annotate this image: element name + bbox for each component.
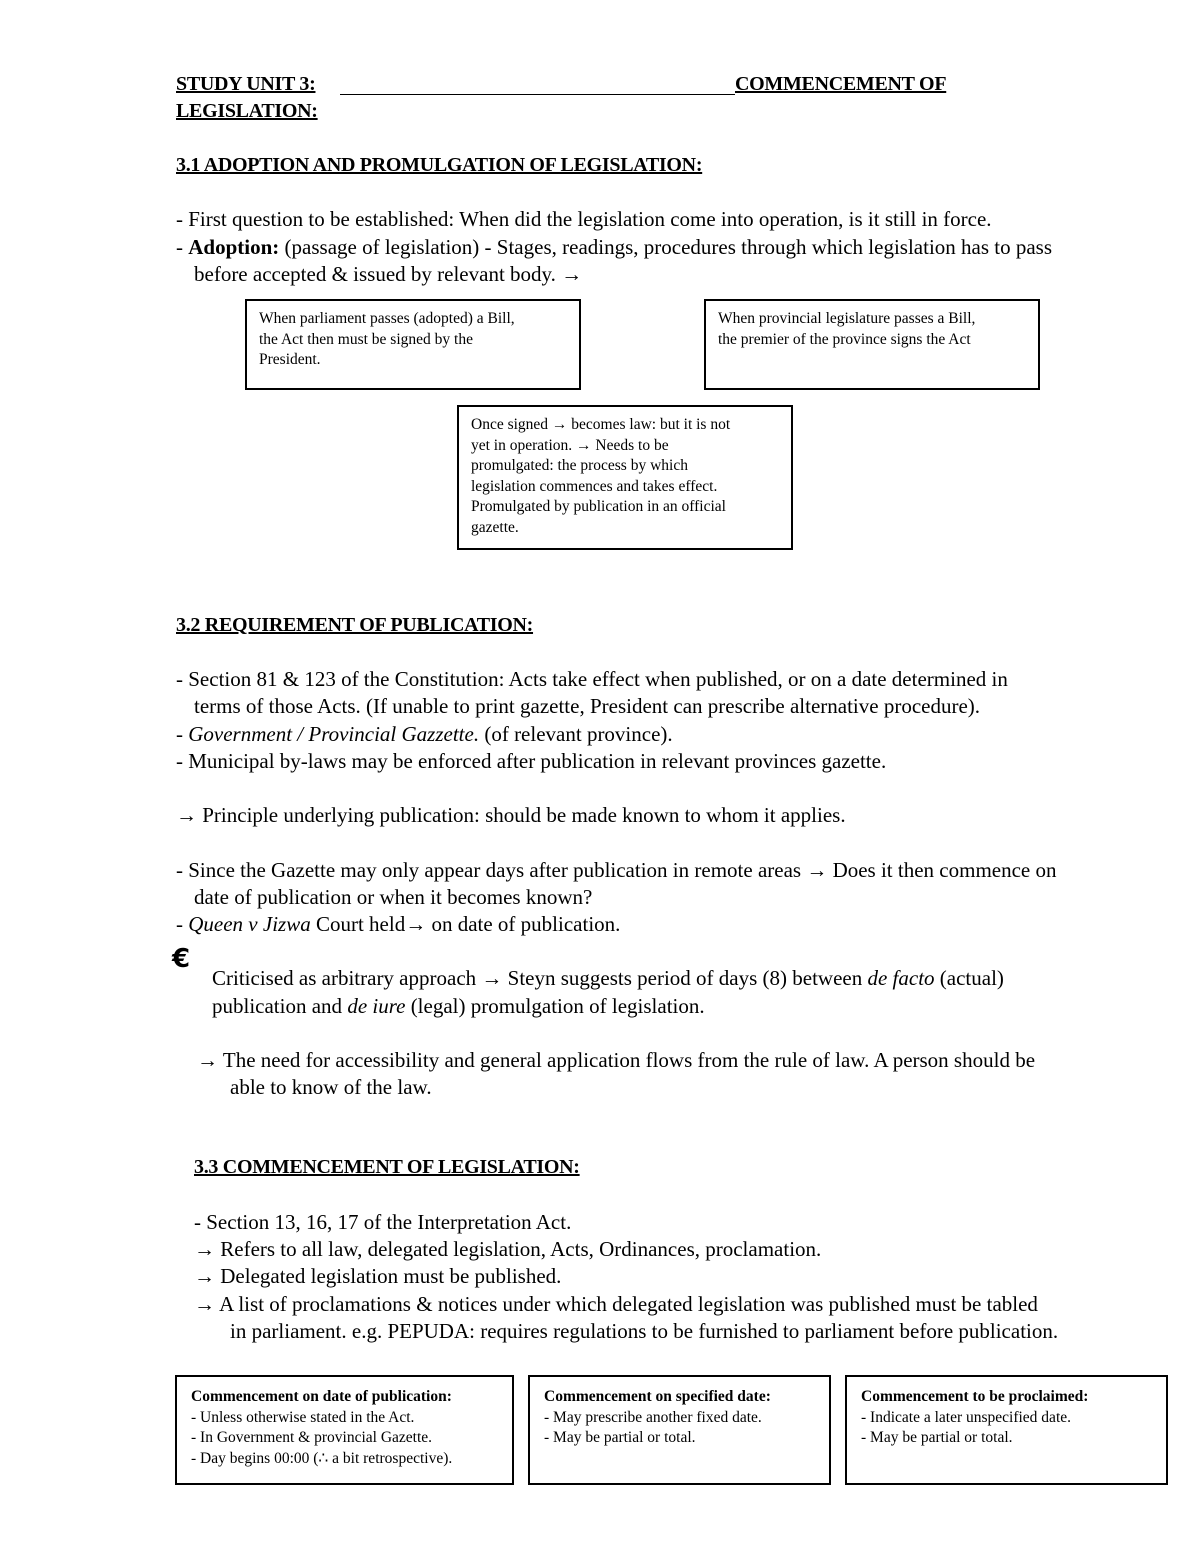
commencement-publication-box: Commencement on date of publication: - Unless otherwise stated in the Act. - In Government & provincial Gazette. - Day begins 00:00 (∴ a bit retrospective). xyxy=(175,1375,514,1485)
s32-line-2: terms of those Acts. (If unable to print gazette, President can prescribe alternative procedure). xyxy=(194,694,981,718)
s31-line-1: - First question to be established: When did the legislation come into operation, is it still in force. xyxy=(176,207,992,231)
criticism-line-1: Criticised as arbitrary approach → Steyn suggests period of days (8) between de facto (actual) xyxy=(212,966,1004,990)
s33-line-5: in parliament. e.g. PEPUDA: requires regulations to be furnished to parliament before publication. xyxy=(230,1319,1059,1343)
provincial-box: When provincial legislature passes a Bill, the premier of the province signs the Act xyxy=(704,299,1040,390)
criticism-line-2: publication and de iure (legal) promulgation of legislation. xyxy=(212,994,705,1018)
header-underline-gap xyxy=(340,94,735,95)
section-3-2-heading: 3.2 REQUIREMENT OF PUBLICATION: xyxy=(176,614,534,636)
s33-line-3: → Delegated legislation must be published. xyxy=(194,1264,562,1288)
s31-line-3: before accepted & issued by relevant body. → xyxy=(194,262,583,286)
s33-line-4: → A list of proclamations & notices under which delegated legislation was published must be tabled xyxy=(194,1292,1038,1316)
s32-line-4: - Municipal by-laws may be enforced after publication in relevant provinces gazette. xyxy=(176,749,887,773)
s33-line-1: - Section 13, 16, 17 of the Interpretation Act. xyxy=(194,1210,572,1234)
commencement-proclaimed-box: Commencement to be proclaimed: - Indicate a later unspecified date. - May be partial or total. xyxy=(845,1375,1168,1485)
section-3-1-heading: 3.1 ADOPTION AND PROMULGATION OF LEGISLATION: xyxy=(176,154,703,176)
unit-title-continued: LEGISLATION: xyxy=(176,100,318,122)
box-title: Commencement on specified date: xyxy=(544,1388,771,1405)
pointing-hand-icon: € xyxy=(172,944,191,974)
study-unit-label: STUDY UNIT 3: xyxy=(176,73,316,95)
adoption-term: Adoption: xyxy=(188,235,280,259)
case-name: Queen v Jizwa xyxy=(188,912,311,936)
s31-line-2: - Adoption: (passage of legislation) - Stages, readings, procedures through which legislation has to pass xyxy=(176,235,1053,259)
unit-title: COMMENCEMENT OF xyxy=(735,73,947,95)
s32-principle: → Principle underlying publication: should be made known to whom it applies. xyxy=(176,803,846,827)
section-3-3-heading: 3.3 COMMENCEMENT OF LEGISLATION: xyxy=(194,1156,580,1178)
parliament-box: When parliament passes (adopted) a Bill, the Act then must be signed by the President. xyxy=(245,299,581,390)
rule-of-law-line-2: able to know of the law. xyxy=(230,1075,432,1099)
box-title: Commencement on date of publication: xyxy=(191,1388,452,1405)
s32-line-1: - Section 81 & 123 of the Constitution: Acts take effect when published, or on a date determined in xyxy=(176,667,1008,691)
s32-line-7: date of publication or when it becomes known? xyxy=(194,885,593,909)
s32-case: - Queen v Jizwa Court held→ on date of publication. xyxy=(176,912,621,936)
s32-line-6: - Since the Gazette may only appear days after publication in remote areas → Does it then commence on xyxy=(176,858,1057,882)
rule-of-law-line-1: → The need for accessibility and general application flows from the rule of law. A person should be xyxy=(197,1048,1036,1072)
signed-box: Once signed → becomes law: but it is not yet in operation. → Needs to be promulgated: the process by which legislation commences and takes effect. Promulgated by publication in an official gazette. xyxy=(457,405,793,550)
s32-line-3: - Government / Provincial Gazzette. (of relevant province). xyxy=(176,722,673,746)
commencement-specified-box: Commencement on specified date: - May prescribe another fixed date. - May be partial or total. xyxy=(528,1375,831,1485)
box-title: Commencement to be proclaimed: xyxy=(861,1388,1089,1405)
s33-line-2: → Refers to all law, delegated legislation, Acts, Ordinances, proclamation. xyxy=(194,1237,822,1261)
